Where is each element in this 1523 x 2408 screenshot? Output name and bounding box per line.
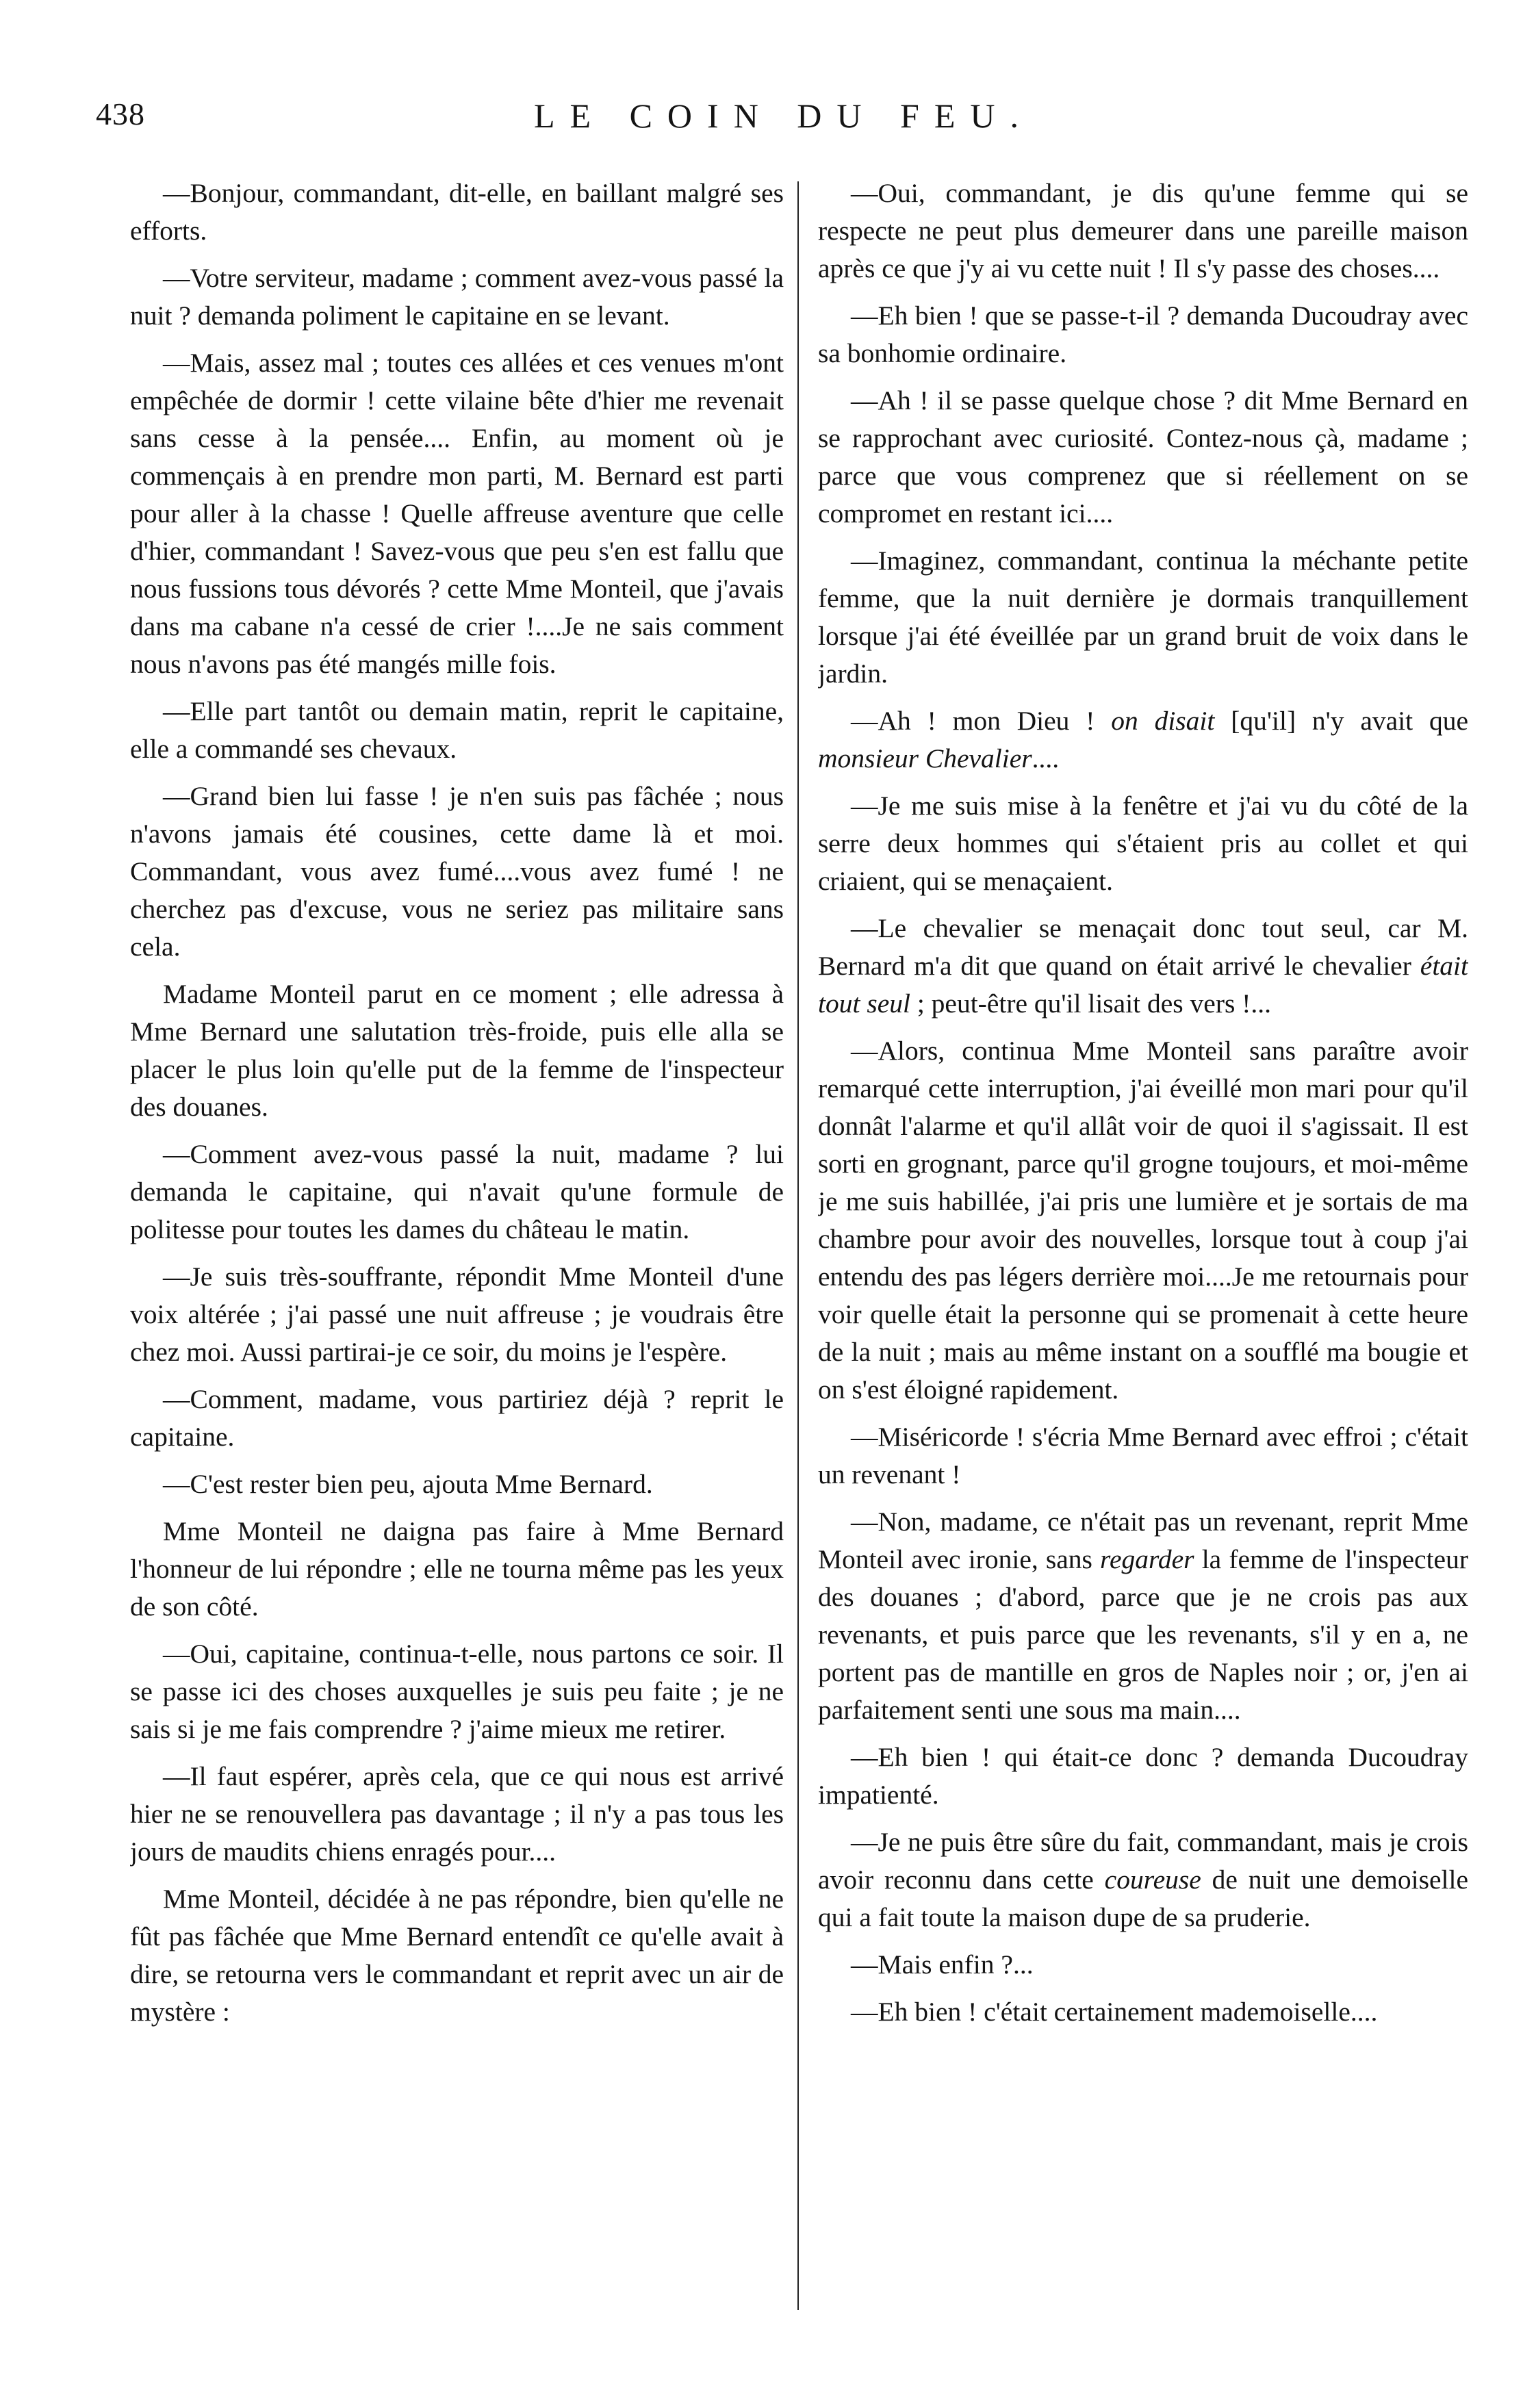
paragraph: —Eh bien ! que se passe-t-il ? demanda Ducoudray avec sa bonhomie ordinaire. bbox=[818, 300, 1468, 368]
text-run: de nuit une demoiselle qui a fait toute la maison dupe de sa pruderie. bbox=[818, 1865, 1468, 1932]
paragraph bbox=[818, 1823, 1468, 1936]
text-run: [qu'il] n'y avait que bbox=[1214, 706, 1468, 736]
paragraph: —Je suis très-souffrante, répondit Mme Monteil d'une voix altérée ; j'ai passé une nuit affreuse ; je voudrais être chez moi. Aussi partirai-je ce soir, du moins je l'espère. bbox=[130, 1261, 784, 1367]
italic-run: monsieur Chevalier bbox=[818, 743, 1032, 773]
paragraph bbox=[818, 910, 1468, 1023]
paragraph: Mme Monteil ne daigna pas faire à Mme Bernard l'honneur de lui répondre ; elle ne tourna même pas les yeux de son côté. bbox=[130, 1516, 784, 1622]
paragraph: —C'est rester bien peu, ajouta Mme Bernard. bbox=[163, 1469, 653, 1499]
paragraph: —Oui, capitaine, continua-t-elle, nous partons ce soir. Il se passe ici des choses auxquelles je suis peu faite ; je ne sais si je me fais comprendre ? j'aime mieux me retirer. bbox=[130, 1639, 784, 1744]
paragraph: —Mais, assez mal ; toutes ces allées et ces venues m'ont empêchée de dormir ! cette vilaine bête d'hier me revenait sans cesse à la pensée.... Enfin, au moment où je commençais à en prendre mon parti, M. Bernard est parti pour aller à la chasse ! Quelle affreuse aventure que celle d'hier, commandant ! Savez-vous que peu s'en est fallu que nous fussions tous dévorés ? cette Mme Monteil, que j'avais dans ma cabane n'a cessé de crier !....Je ne sais comment nous n'avons pas été mangés mille fois. bbox=[130, 348, 784, 679]
text-run: —Je ne puis être sûre du fait, commandant, mais je crois avoir reconnu dans cette bbox=[818, 1827, 1468, 1895]
paragraph bbox=[818, 1503, 1468, 1729]
text-run: —Le chevalier se menaçait donc tout seul, car M. Bernard m'a dit que quand on était arrivé le chevalier bbox=[818, 913, 1468, 981]
paragraph: —Bonjour, commandant, dit-elle, en baillant malgré ses efforts. bbox=[130, 178, 784, 246]
paragraph: —Eh bien ! qui était-ce donc ? demanda Ducoudray impatienté. bbox=[818, 1742, 1468, 1810]
column-divider bbox=[797, 181, 799, 2310]
paragraph: —Miséricorde ! s'écria Mme Bernard avec effroi ; c'était un revenant ! bbox=[818, 1422, 1468, 1489]
italic-run: regarder bbox=[1100, 1544, 1194, 1574]
text-run: —Non, madame, ce n'était pas un revenant, reprit Mme Monteil avec ironie, sans bbox=[818, 1507, 1468, 1574]
paragraph: —Alors, continua Mme Monteil sans paraître avoir remarqué cette interruption, j'ai éveillé mon mari pour qu'il donnât l'alarme et qu'il allât voir de quoi il s'agissait. Il est sorti en grognant, parce qu'il grogne toujours, et moi-même je me suis habillée, j'ai pris une lumière et je sortais de ma chambre pour avoir des nouvelles, lorsque tout à coup j'ai entendu des pas légers derrière moi....Je me retournais pour voir quelle était la personne qui se promenait à cette heure de la nuit ; mais au même instant on a soufflé ma bougie et on s'est éloigné rapidement. bbox=[818, 1036, 1468, 1405]
page-number: 438 bbox=[96, 97, 145, 131]
paragraph: —Elle part tantôt ou demain matin, reprit le capitaine, elle a commandé ses chevaux. bbox=[130, 696, 784, 764]
italic-run: on disait bbox=[1111, 706, 1215, 736]
paragraph: —Oui, commandant, je dis qu'une femme qui se respecte ne peut plus demeurer dans une pareille maison après ce que j'y ai vu cette nuit ! Il s'y passe des choses.... bbox=[818, 178, 1468, 283]
paragraph: —Il faut espérer, après cela, que ce qui nous est arrivé hier ne se renouvellera pas davantage ; il n'y a pas tous les jours de maudits chiens enragés pour.... bbox=[130, 1761, 784, 1867]
paragraph: —Je me suis mise à la fenêtre et j'ai vu du côté de la serre deux hommes qui s'étaient pris au collet et qui criaient, qui se menaçaient. bbox=[818, 791, 1468, 896]
right-column bbox=[818, 175, 1468, 2365]
paragraph: —Grand bien lui fasse ! je n'en suis pas fâchée ; nous n'avons jamais été cousines, cette dame là et moi. Commandant, vous avez fumé....vous avez fumé ! ne cherchez pas d'excuse, vous ne seriez pas militaire sans cela. bbox=[130, 781, 784, 962]
italic-run: coureuse bbox=[1104, 1865, 1201, 1895]
paragraph: —Eh bien ! c'était certainement mademoiselle.... bbox=[851, 1997, 1378, 2027]
text-run: .... bbox=[1032, 743, 1060, 773]
paragraph: —Comment, madame, vous partiriez déjà ? reprit le capitaine. bbox=[130, 1384, 784, 1452]
text-run: —Ah ! mon Dieu ! bbox=[851, 706, 1112, 736]
text-run: ; peut-être qu'il lisait des vers !... bbox=[910, 988, 1272, 1019]
paragraph: Madame Monteil parut en ce moment ; elle adressa à Mme Bernard une salutation très-froide, puis elle alla se placer le plus loin qu'elle put de la femme de l'inspecteur des douanes. bbox=[130, 979, 784, 1122]
paragraph: —Mais enfin ?... bbox=[851, 1949, 1034, 1980]
paragraph: —Votre serviteur, madame ; comment avez-vous passé la nuit ? demanda poliment le capitaine en se levant. bbox=[130, 263, 784, 331]
text-run: la femme de l'inspecteur des douanes ; d'abord, parce que je ne crois pas aux revenants, et puis parce que les revenants, s'il y en a, ne portent pas de mantille en gros de Naples noir ; or, j'en ai parfaitement senti une sous ma main.... bbox=[818, 1544, 1468, 1725]
page-header bbox=[96, 89, 1472, 151]
left-column bbox=[130, 175, 784, 2365]
paragraph: —Imaginez, commandant, continua la méchante petite femme, que la nuit dernière je dormais tranquillement lorsque j'ai été éveillée par un grand bruit de voix dans le jardin. bbox=[818, 546, 1468, 689]
paragraph bbox=[818, 702, 1468, 778]
paragraph: Mme Monteil, décidée à ne pas répondre, bien qu'elle ne fût pas fâchée que Mme Bernard entendît ce qu'elle avait à dire, se retourna vers le commandant et reprit avec un air de mystère : bbox=[130, 1884, 784, 2027]
running-title: LE COIN DU FEU. bbox=[534, 97, 1034, 135]
italic-run: était tout seul bbox=[818, 951, 1468, 1019]
paragraph: —Comment avez-vous passé la nuit, madame ? lui demanda le capitaine, qui n'avait qu'une formule de politesse pour toutes les dames du château le matin. bbox=[130, 1139, 784, 1244]
paragraph: —Ah ! il se passe quelque chose ? dit Mme Bernard en se rapprochant avec curiosité. Contez-nous çà, madame ; parce que vous comprenez que si réellement on se compromet en restant ici.... bbox=[818, 385, 1468, 528]
